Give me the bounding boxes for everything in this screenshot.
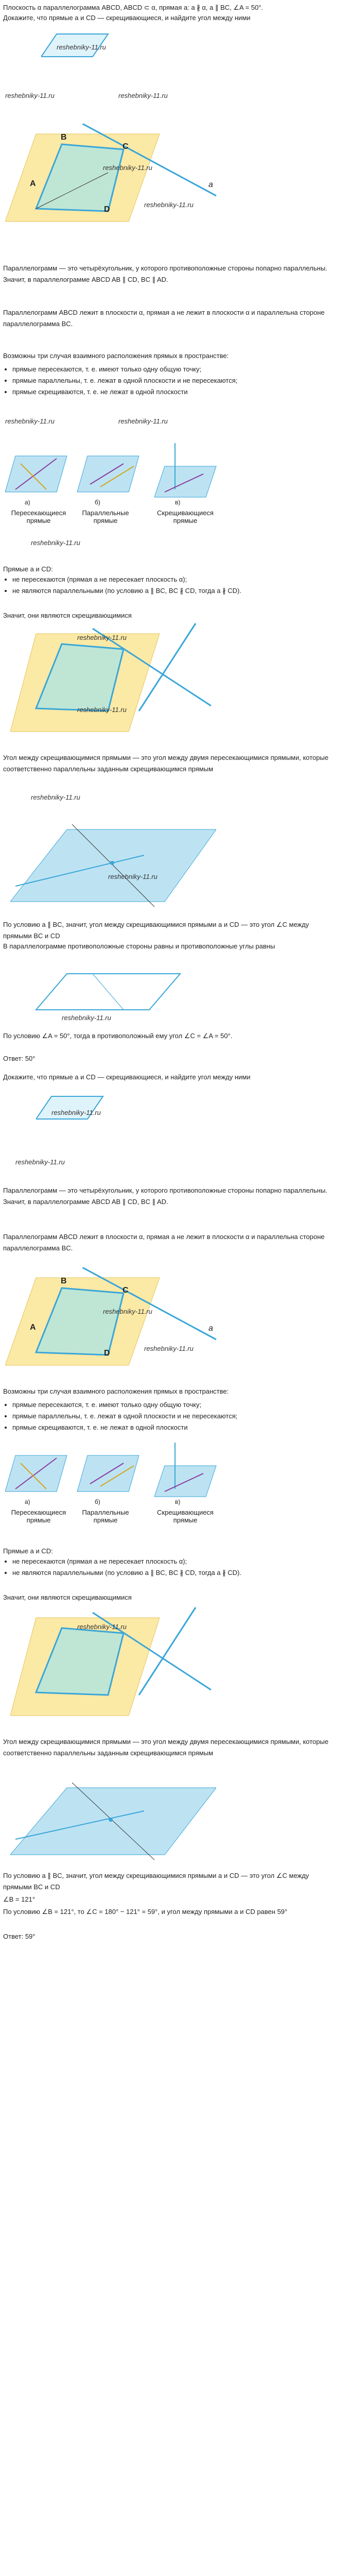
- problem-statement-1: Плоскость α параллелограмма ABCD, ABCD ⊂ α, прямая a: a ∦ α, a ∥ BC, ∠A = 50°.: [3, 4, 264, 11]
- given-angle-2: ∠B = 121°: [3, 1895, 36, 1903]
- watermark: reshebniky-11.ru: [51, 1109, 101, 1116]
- watermark: reshebniky-11.ru: [144, 201, 194, 209]
- list-item: • прямые пересекаются, т. е. имеют только одну общую точку;: [12, 364, 332, 375]
- parallelogram-angles-figure-1: [31, 969, 185, 1015]
- watermark: reshebniky-11.ru: [57, 43, 106, 51]
- watermark: reshebniky-11.ru: [118, 92, 168, 99]
- watermark: reshebniky-11.ru: [15, 1158, 65, 1166]
- watermark: reshebniky-11.ru: [118, 417, 168, 425]
- vertex-label-c: C: [122, 1286, 129, 1295]
- property-plane-2: Параллелограмм ABCD лежит в плоскости α, прямая a не лежит в плоскости α и параллельна стороне параллелограмма BC.: [3, 1233, 325, 1252]
- cases-title-2: Возможны три случая взаимного расположения прямых в пространстве:: [3, 1387, 229, 1395]
- case-caption: Пересекающиеся прямые: [11, 1509, 66, 1524]
- answer-label: Ответ:: [3, 1055, 24, 1062]
- case-tag: б): [95, 1498, 100, 1505]
- conclusion-2: Значит, они являются скрещивающимися: [3, 1594, 132, 1601]
- watermark: reshebniky-11.ru: [103, 1308, 152, 1315]
- list-item: • не являются параллельными (по условию a ∥ BC, BC ∦ CD, тогда a ∦ CD).: [12, 1567, 332, 1579]
- case-tag: а): [25, 499, 30, 506]
- lines-title-2: Прямые a и CD:: [3, 1547, 53, 1555]
- case-tag: а): [25, 1498, 30, 1505]
- case-caption: Скрещивающиеся прямые: [157, 509, 214, 524]
- answer-value: 59°: [25, 1933, 36, 1940]
- answer-2: [3, 1931, 332, 1942]
- vertex-label-d: D: [104, 1349, 110, 1358]
- vertex-label-c: C: [122, 142, 129, 151]
- watermark: reshebniky-11.ru: [144, 1345, 194, 1352]
- lines-title-1: Прямые a и CD:: [3, 565, 53, 573]
- case-tag: в): [175, 499, 181, 506]
- line-label-a: a: [208, 1324, 213, 1333]
- vertex-label-b: B: [61, 1277, 67, 1285]
- three-cases-figure-2: [5, 1443, 221, 1499]
- watermark: reshebniky-11.ru: [5, 417, 55, 425]
- vertex-label-a: A: [30, 1323, 36, 1332]
- vertex-label-d: D: [104, 205, 110, 214]
- list-item: • не пересекаются (прямая a не пересекает плоскость α);: [12, 1556, 332, 1567]
- problem-task-1: Докажите, что прямые a и CD — скрещивающиеся, и найдите угол между ними: [3, 14, 251, 22]
- list-item: • не пересекаются (прямая a не пересекает плоскость α);: [12, 574, 332, 585]
- skew-lines-figure-2: [10, 1602, 216, 1721]
- watermark: reshebniky-11.ru: [77, 1623, 127, 1631]
- list-item: • прямые скрещиваются, т. е. не лежат в одной плоскости: [12, 386, 332, 398]
- watermark: reshebniky-11.ru: [77, 706, 127, 714]
- angle-figure-1: [10, 824, 216, 907]
- case-caption: Скрещивающиеся прямые: [157, 1509, 214, 1524]
- answer-label: Ответ:: [3, 1933, 24, 1940]
- watermark: reshebniky-11.ru: [5, 92, 55, 99]
- case-caption: Пересекающиеся прямые: [11, 509, 66, 524]
- plane-parallelogram-figure-1: [5, 124, 221, 227]
- angle-statement-2: По условию a ∥ BC, значит, угол между скрещивающимися прямыми a и CD — это угол ∠C между прямыми BC и CD: [3, 1872, 309, 1891]
- case-caption: Параллельные прямые: [82, 509, 129, 524]
- angle-definition-2: Угол между скрещивающимися прямыми — это угол между двумя пересекающимися прямыми, которые соответственно параллельны заданным скрещивающимся прямым: [3, 1738, 329, 1757]
- plane-parallelogram-figure-2: [5, 1267, 221, 1370]
- answer-1: [3, 1053, 332, 1064]
- lines-list-1: [3, 574, 332, 597]
- angle-statement-1: По условию a ∥ BC, значит, угол между скрещивающимися прямыми a и CD — это угол ∠C между прямыми BC и CD: [3, 921, 309, 940]
- angle-definition-1: Угол между скрещивающимися прямыми — это угол между двумя пересекающимися прямыми, которые соответственно параллельны заданным скрещивающимся прямым: [3, 754, 329, 773]
- watermark: reshebniky-11.ru: [31, 539, 80, 547]
- list-item: • прямые пересекаются, т. е. имеют только одну общую точку;: [12, 1399, 332, 1411]
- list-item: • не являются параллельными (по условию a ∥ BC, BC ∦ CD, тогда a ∦ CD).: [12, 585, 332, 597]
- angle-figure-2: [10, 1783, 216, 1860]
- three-cases-figure-1: [5, 443, 221, 500]
- cases-title-1: Возможны три случая взаимного расположения прямых в пространстве:: [3, 352, 229, 360]
- answer-value: 50°: [25, 1055, 36, 1062]
- list-item: • прямые параллельны, т. е. лежат в одной плоскости и не пересекаются;: [12, 375, 332, 386]
- list-item: • прямые скрещиваются, т. е. не лежат в одной плоскости: [12, 1422, 332, 1433]
- property-plane-1: Параллелограмм ABCD лежит в плоскости α, прямая a не лежит в плоскости α и параллельна стороне параллелограмма BC.: [3, 309, 325, 328]
- cases-list-1: [3, 364, 332, 398]
- definition-parallelogram-2: Параллелограмм — это четырёхугольник, у которого противоположные стороны попарно параллельны. Значит, в параллелограмме ABCD AB ∥ CD, BC ∥ AD.: [3, 1187, 327, 1206]
- parallelogram-property-1: В параллелограмме противоположные стороны равны и противоположные углы равны: [3, 942, 275, 950]
- conclusion-1: Значит, они являются скрещивающимися: [3, 612, 132, 619]
- definition-parallelogram-1: Параллелограмм — это четырёхугольник, у которого противоположные стороны попарно параллельны. Значит, в параллелограмме ABCD AB ∥ CD, BC ∥ AD.: [3, 264, 327, 283]
- angle-value-1: По условию ∠A = 50°, тогда в противоположный ему угол ∠C = ∠A = 50°.: [3, 1032, 233, 1040]
- watermark: reshebniky-11.ru: [103, 164, 152, 172]
- line-label-a: a: [208, 180, 213, 189]
- watermark: reshebniky-11.ru: [77, 634, 127, 641]
- angle-calc-2: По условию ∠B = 121°, то ∠C = 180° − 121° = 59°, и угол между прямыми a и CD равен 59°: [3, 1908, 288, 1916]
- vertex-label-b: B: [61, 133, 67, 142]
- case-tag: в): [175, 1498, 181, 1505]
- problem-task-2: Докажите, что прямые a и CD — скрещивающиеся, и найдите угол между ними: [3, 1073, 251, 1081]
- lines-list-2: [3, 1556, 332, 1579]
- watermark: reshebniky-11.ru: [31, 793, 80, 801]
- list-item: • прямые параллельны, т. е. лежат в одной плоскости и не пересекаются;: [12, 1411, 332, 1422]
- watermark: reshebniky-11.ru: [108, 873, 157, 880]
- watermark: reshebniky-11.ru: [62, 1014, 111, 1022]
- vertex-label-a: A: [30, 179, 36, 188]
- case-caption: Параллельные прямые: [82, 1509, 129, 1524]
- case-tag: б): [95, 499, 100, 506]
- cases-list-2: [3, 1399, 332, 1433]
